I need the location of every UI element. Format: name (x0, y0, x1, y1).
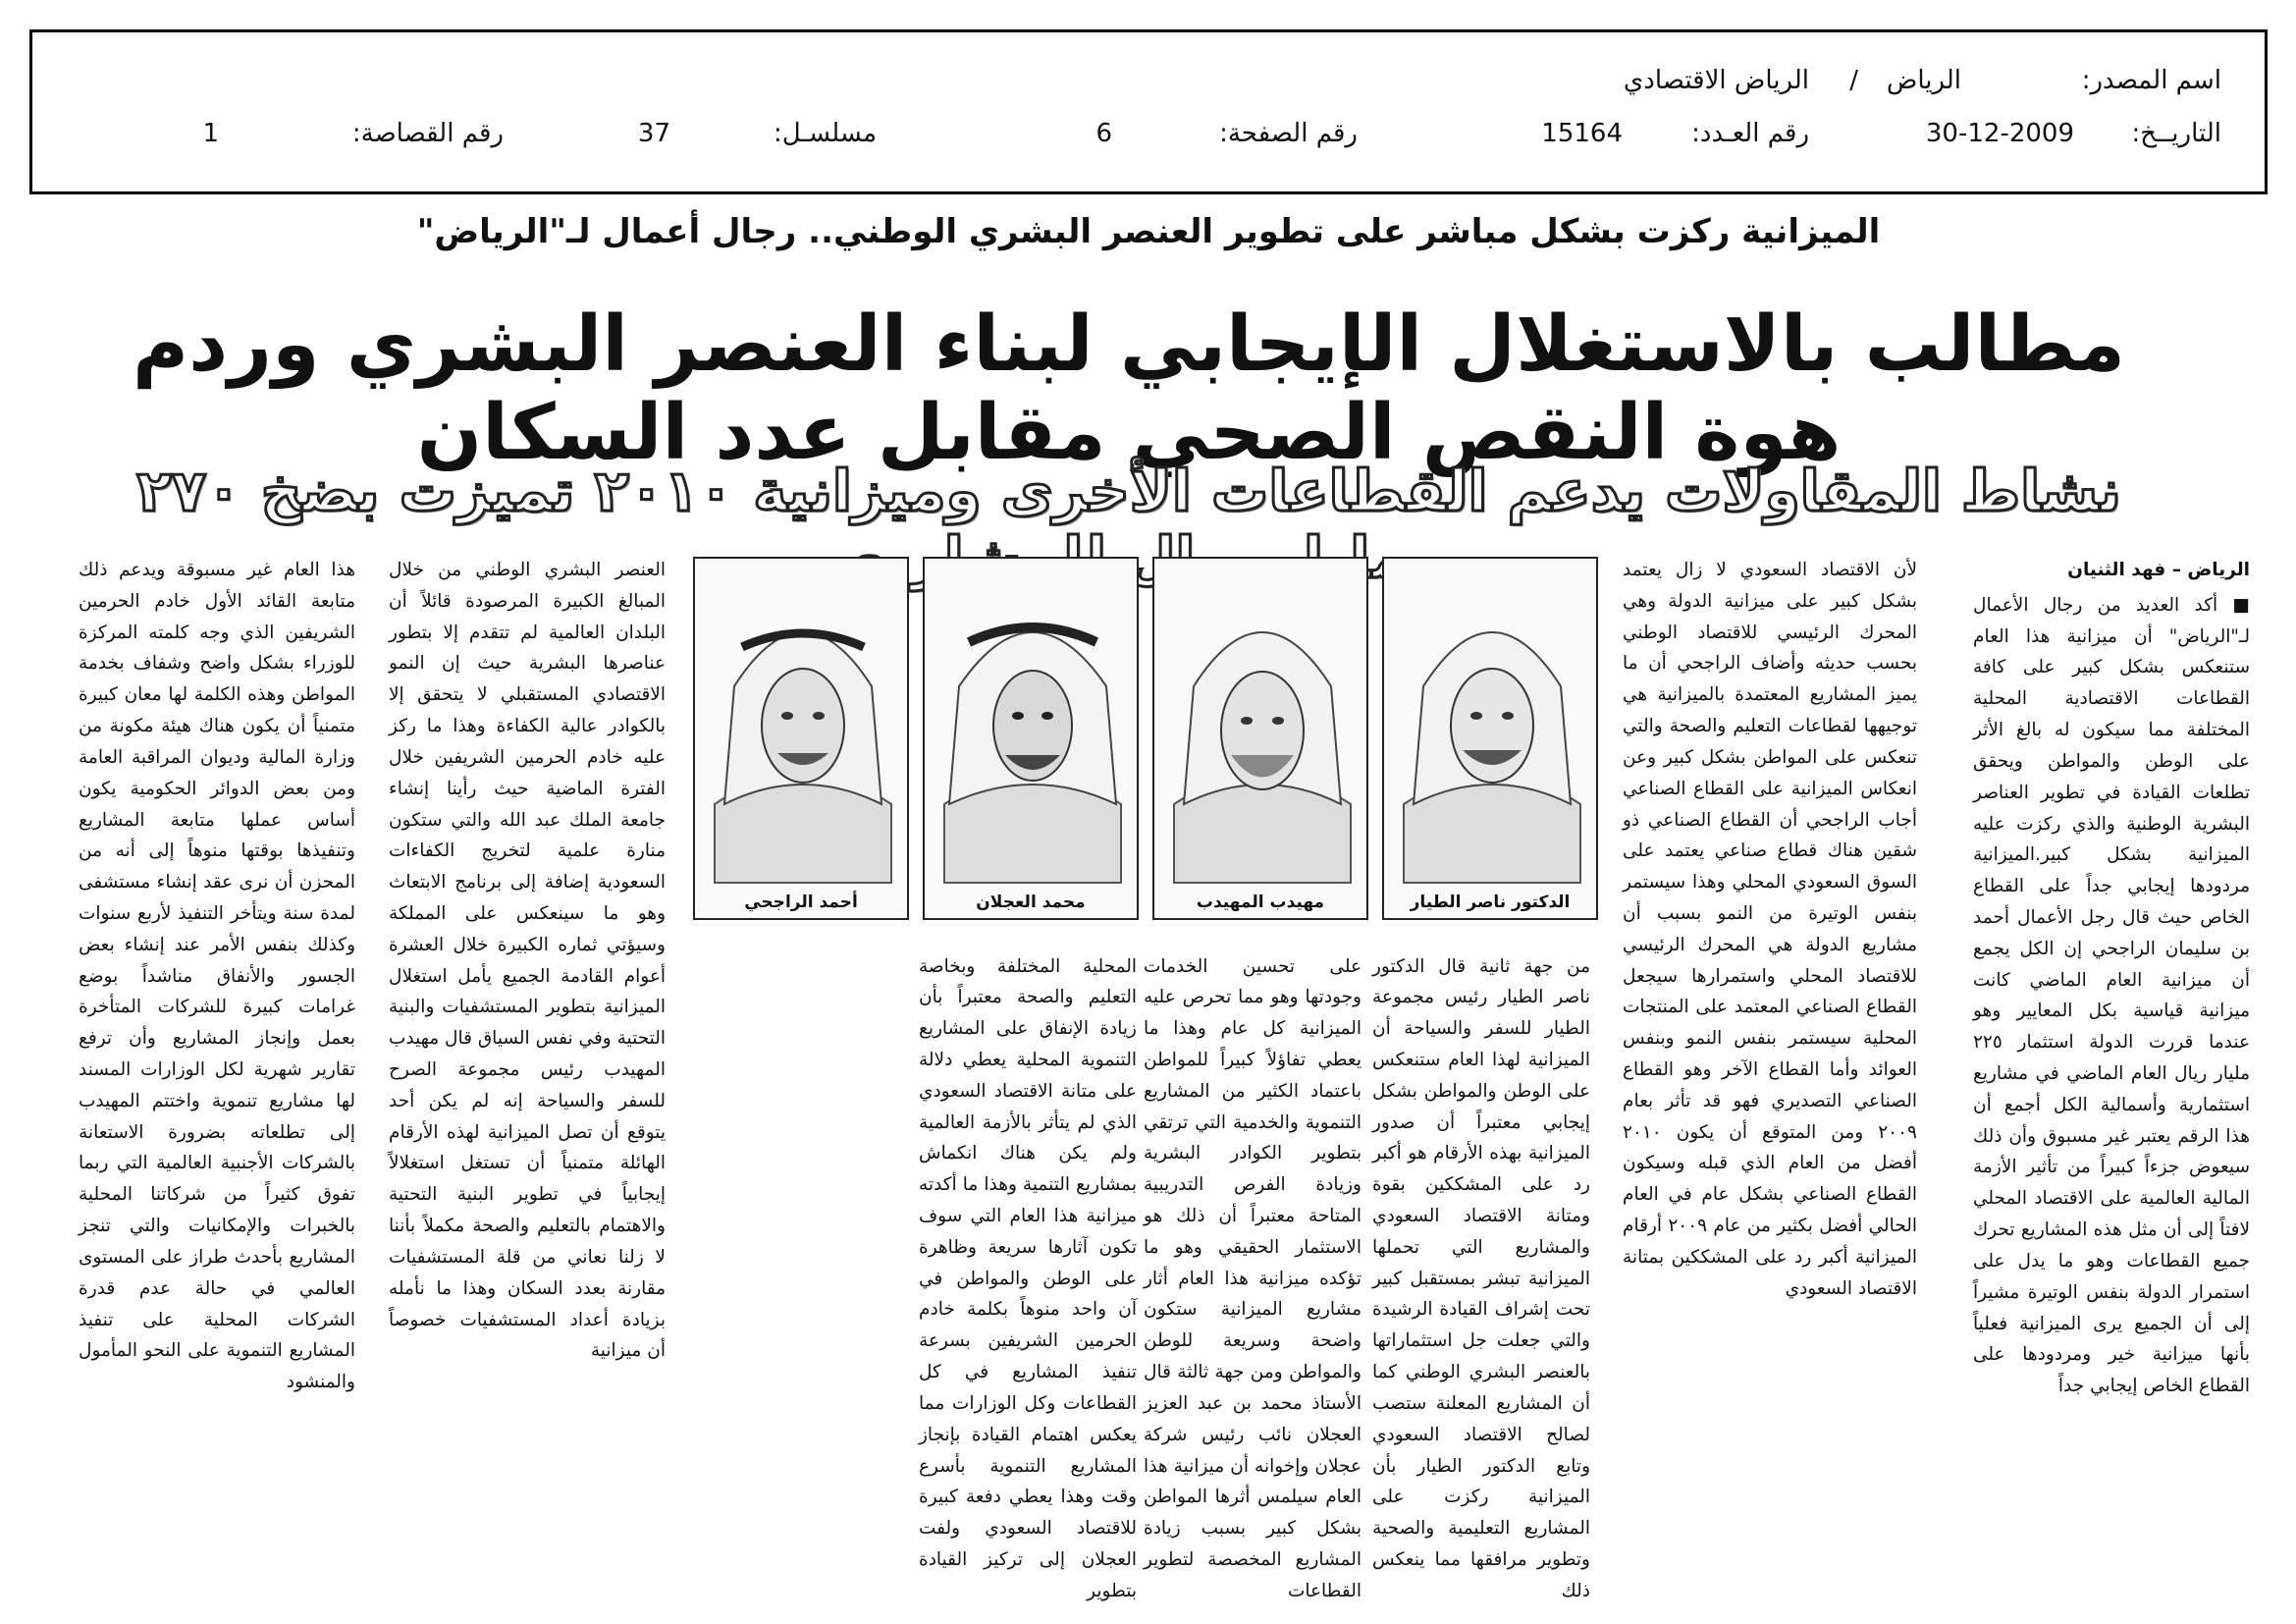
page-value: 6 (1095, 119, 1112, 148)
column-1-text: ■ أكد العديد من رجال الأعمال لـ"الرياض" أن ميزانية هذا العام ستنعكس بشكل كبير على كافة القطاعات الاقتصادية المحلية المختلفة مما سيكون له بالغ الأثر على الوطن والمواطن ويحقق تطلعات القيادة في تطوير العناصر البشرية الوطنية والذي ركزت عليه الميزانية بشكل كبير.الميزانية مردودها إيجابي جداً على القطاع الخاص حيث قال رجل الأعمال أحمد بن سليمان الراجحي إن الكل يجمع أن ميزانية العام الماضي كانت ميزانية قياسية بكل المعايير وهو عندما قررت الدولة استثمار ٢٢٥ مليار ريال العام الماضي في مشاريع استثمارية وأسمالية الكل أجمع أن هذا الرقم يعتبر غير مسبوق وأن ذلك سيعوض جزءاً كبيراً من تأثير الأزمة المالية العالمية على الاقتصاد المحلي لافتاً إلى أن مثل هذه المشاريع تحرك جميع القطاعات وهو ما يدل على استمرار الدولة بنفس الوتيرة مشيراً إلى أن الجميع يرى الميزانية فعلياً بأنها ميزانية خير ومردودها على القطاع الخاص إيجابي جداً (1973, 594, 2250, 1397)
clipping-metadata-box (29, 29, 2268, 194)
photo-mohaideb-almohaideb (1152, 557, 1368, 920)
source-row (76, 66, 2221, 105)
photo-ahmed-alrajhi (693, 557, 909, 920)
article-column-5 (919, 933, 1137, 1601)
column-4-text: على تحسين الخدمات وجودتها وهو مما تحرص عليه الميزانية كل عام وهذا ما يعطي تفاؤلاً كبيراً للمواطن باعتماد الكثير من المشاريع التنموية والخدمية التي ترتقي بتطوير الكوادر البشرية وزيادة الفرص التدريبية المتاحة معتبراً أن ذلك هو الاستثمار الحقيقي وهو ما تؤكده ميزانية هذا العام أثار مشاريع الميزانية ستكون واضحة وسريعة للوطن والمواطن ومن جهة ثالثة قال الأستاذ محمد بن عبد العزيز العجلان نائب رئيس شركة عجلان وإخوانه أن ميزانية هذا العام سيلمس أثرها المواطن بشكل كبير بسبب زيادة المشاريع المخصصة لتطوير القطاعات (1144, 955, 1362, 1601)
date-label: التاريــخ: (2131, 119, 2221, 148)
article-column-3 (1372, 933, 1590, 1601)
byline: الرياض – فهد الثنيان (2067, 560, 2250, 580)
source-section: الرياض الاقتصادي (1623, 66, 1809, 95)
article-column-2 (1623, 555, 1917, 1561)
article-column-1 (1973, 555, 2250, 1561)
column-5-text: المحلية المختلفة وبخاصة التعليم والصحة معتبراً بأن زيادة الإنفاق على المشاريع التنموية المحلية يعطي دلالة على متانة الاقتصاد السعودي الذي لم يتأثر بالأزمة العالمية ولم يكن هناك انكماش بمشاريع التنمية وهذا ما أكدته ميزانية هذا العام التي سوف تكون آثارها سريعة وظاهرة على الوطن والمواطن في آن واحد منوهاً بكلمة خادم الحرمين الشريفين بسرعة تنفيذ المشاريع في كل القطاعات وكل الوزارات مما يعكس اهتمام القيادة بإنجاز المشاريع التنموية بأسرع وقت وهذا يعطي دفعة كبيرة للاقتصاد السعودي ولفت العجلان إلى تركيز القيادة بتطوير (919, 955, 1137, 1601)
issue-value: 15164 (1541, 119, 1623, 148)
portrait-icon (1384, 559, 1600, 883)
headline-kicker: الميزانية ركزت بشكل مباشر على تطوير العنصر البشري الوطني.. رجال أعمال لـ"الرياض" (416, 212, 1881, 251)
headline-subtitle: نشاط المقاولات يدعم القطاعات الأخرى وميزانية ٢٠١٠ تميزت بضخ ٢٧٠ (136, 458, 2121, 524)
photo-caption: مهيدب المهيدب (1196, 893, 1325, 912)
photo-mohammed-alajlan (923, 557, 1139, 920)
column-7-text: هذا العام غير مسبوقة ويدعم ذلك متابعة القائد الأول خادم الحرمين الشريفين الذي وجه كلمته المركزة للوزراء بشكل واضح وشفاف بخدمة المواطن وهذه الكلمة لها معان كبيرة متمنياً أن يكون هناك هيئة مكونة من وزارة المالية وديوان المراقبة العامة ومن بعض الدوائر الحكومية يكون أساس عملها متابعة المشاريع وتنفيذها بوقتها منوهاً إلى أنه من المحزن أن نرى عقد إنشاء مستشفى لمدة سنة ويتأخر التنفيذ لأربع سنوات وكذلك بنفس الأمر عند إنشاء بعض الجسور والأنفاق مناشداً بوضع غرامات كبيرة للشركات المتأخرة بعمل وإنجاز المشاريع وأن ترفع تقارير شهرية لكل الوزارات المسند لها مشاريع تنموية واختتم المهيدب إلى تطلعاته بضرورة الاستعانة بالشركات الأجنبية العالمية التي ربما تفوق كثيراً من شركاتنا المحلية بالخبرات والإمكانيات والتي تنجز المشاريع بأحدث طراز على المستوى العالمي في حالة عدم قدرة الشركات المحلية على تنفيذ المشاريع التنموية على النحو المأمول والمنشود (79, 560, 355, 1393)
headline-main: مطالب بالاستغلال الإيجابي لبناء العنصر البشري وردم هوة النقص الصحي مقابل عدد السكان (132, 300, 2126, 477)
source-name: الرياض (1886, 66, 1961, 95)
column-2-text: لأن الاقتصاد السعودي لا زال يعتمد بشكل كبير على ميزانية الدولة وهي المحرك الرئيسي للاقتصاد الوطني بحسب حديثه وأضاف الراجحي أن ما يميز المشاريع المعتمدة بالميزانية هي توجيهها لقطاعات التعليم والصحة والتي تنعكس على المواطن بشكل كبير وعن انعكاس الميزانية على القطاع الصناعي أجاب الراجحي أن القطاع الصناعي ذو شقين هناك قطاع صناعي يعتمد على السوق السعودي المحلي وهذا سيستمر بنفس الوتيرة من النمو بسبب أن مشاريع الدولة هي المحرك الرئيسي للاقتصاد المحلي واستمرارها سيجعل القطاع الصناعي المعتمد على المنتجات المحلية سيستمر بنفس النمو وبنفس العوائد وأما القطاع الآخر وهو القطاع الصناعي التصديري فهو قد تأثر بعام ٢٠٠٩ ومن المتوقع أن يكون ٢٠١٠ أفضل من العام الذي قبله وسيكون القطاع الصناعي بشكل عام في العام الحالي أفضل بكثير من عام ٢٠٠٩ أرقام الميزانية أكبر رد على المشككين بمتانة الاقتصاد السعودي (1623, 560, 1918, 1299)
column-6-text: العنصر البشري الوطني من خلال المبالغ الكبيرة المرصودة قائلاً أن البلدان العالمية لم تتقدم إلا بتطور عناصرها البشرية حيث إن النمو الاقتصادي المستقبلي لا يتحقق إلا بالكوادر عالية الكفاءة وهذا ما ركز عليه خادم الحرمين الشريفين خلال الفترة الماضية حيث رأينا إنشاء جامعة الملك عبد الله والتي ستكون منارة علمية لتخريج الكفاءات السعودية إضافة إلى برنامج الابتعاث وهو ما سينعكس على المملكة وسيؤتي ثماره الكبيرة خلال العشرة أعوام القادمة الجميع يأمل استغلال الميزانية بتطوير المستشفيات والبنية التحتية وفي نفس السياق قال مهيدب المهيدب رئيس مجموعة الصرح للسفر والسياحة إنه لم يكن أحد يتوقع أن تصل الميزانية لهذه الأرقام الهائلة متمنياً أن تستغل استغلالاً إيجابياً في تطوير البنية التحتية والاهتمام بالتعليم والصحة مكملاً بأننا لا زلنا نعاني من قلة المستشفيات مقارنة بعدد السكان وهذا ما نأمله بزيادة أعداد المستشفيات خصوصاً أن ميزانية (389, 560, 666, 1362)
portrait-photos (691, 557, 1598, 920)
clip-value: 1 (202, 119, 219, 148)
issue-label: رقم العـدد: (1691, 119, 1809, 148)
date-value: 30-12-2009 (1925, 119, 2074, 148)
serial-value: 37 (637, 119, 670, 148)
column-3-text: من جهة ثانية قال الدكتور ناصر الطيار رئيس مجموعة الطيار للسفر والسياحة أن الميزانية لهذا العام ستنعكس على الوطن والمواطن بشكل إيجابي معتبراً أن صدور الميزانية بهذه الأرقام هو أكبر رد على المشككين بقوة ومتانة الاقتصاد السعودي والمشاريع التي تحملها الميزانية تبشر بمستقبل كبير تحت إشراف القيادة الرشيدة والتي جعلت جل استثماراتها بالعنصر البشري الوطني كما أن المشاريع المعلنة ستصب لصالح الاقتصاد السعودي وتابع الدكتور الطيار بأن الميزانية ركزت على المشاريع التعليمية والصحية وتطوير مرافقها مما ينعكس ذلك (1372, 955, 1590, 1601)
portrait-icon (695, 559, 911, 883)
portrait-icon (1154, 559, 1370, 883)
article-column-7 (79, 555, 355, 1561)
portrait-icon (925, 559, 1141, 883)
article-column-4 (1144, 933, 1362, 1601)
details-row (76, 119, 2221, 158)
article-column-6 (389, 555, 666, 1561)
page-label: رقم الصفحة: (1219, 119, 1358, 148)
photo-caption: الدكتور ناصر الطيار (1410, 893, 1571, 912)
serial-label: مسلسـل: (774, 119, 877, 148)
photo-naser-altayyar (1382, 557, 1598, 920)
photo-caption: أحمد الراجحي (744, 893, 858, 912)
source-label: اسم المصدر: (2081, 66, 2221, 95)
clip-label: رقم القصاصة: (351, 119, 504, 148)
source-separator: / (1849, 66, 1858, 95)
photo-caption: محمد العجلان (976, 893, 1086, 912)
